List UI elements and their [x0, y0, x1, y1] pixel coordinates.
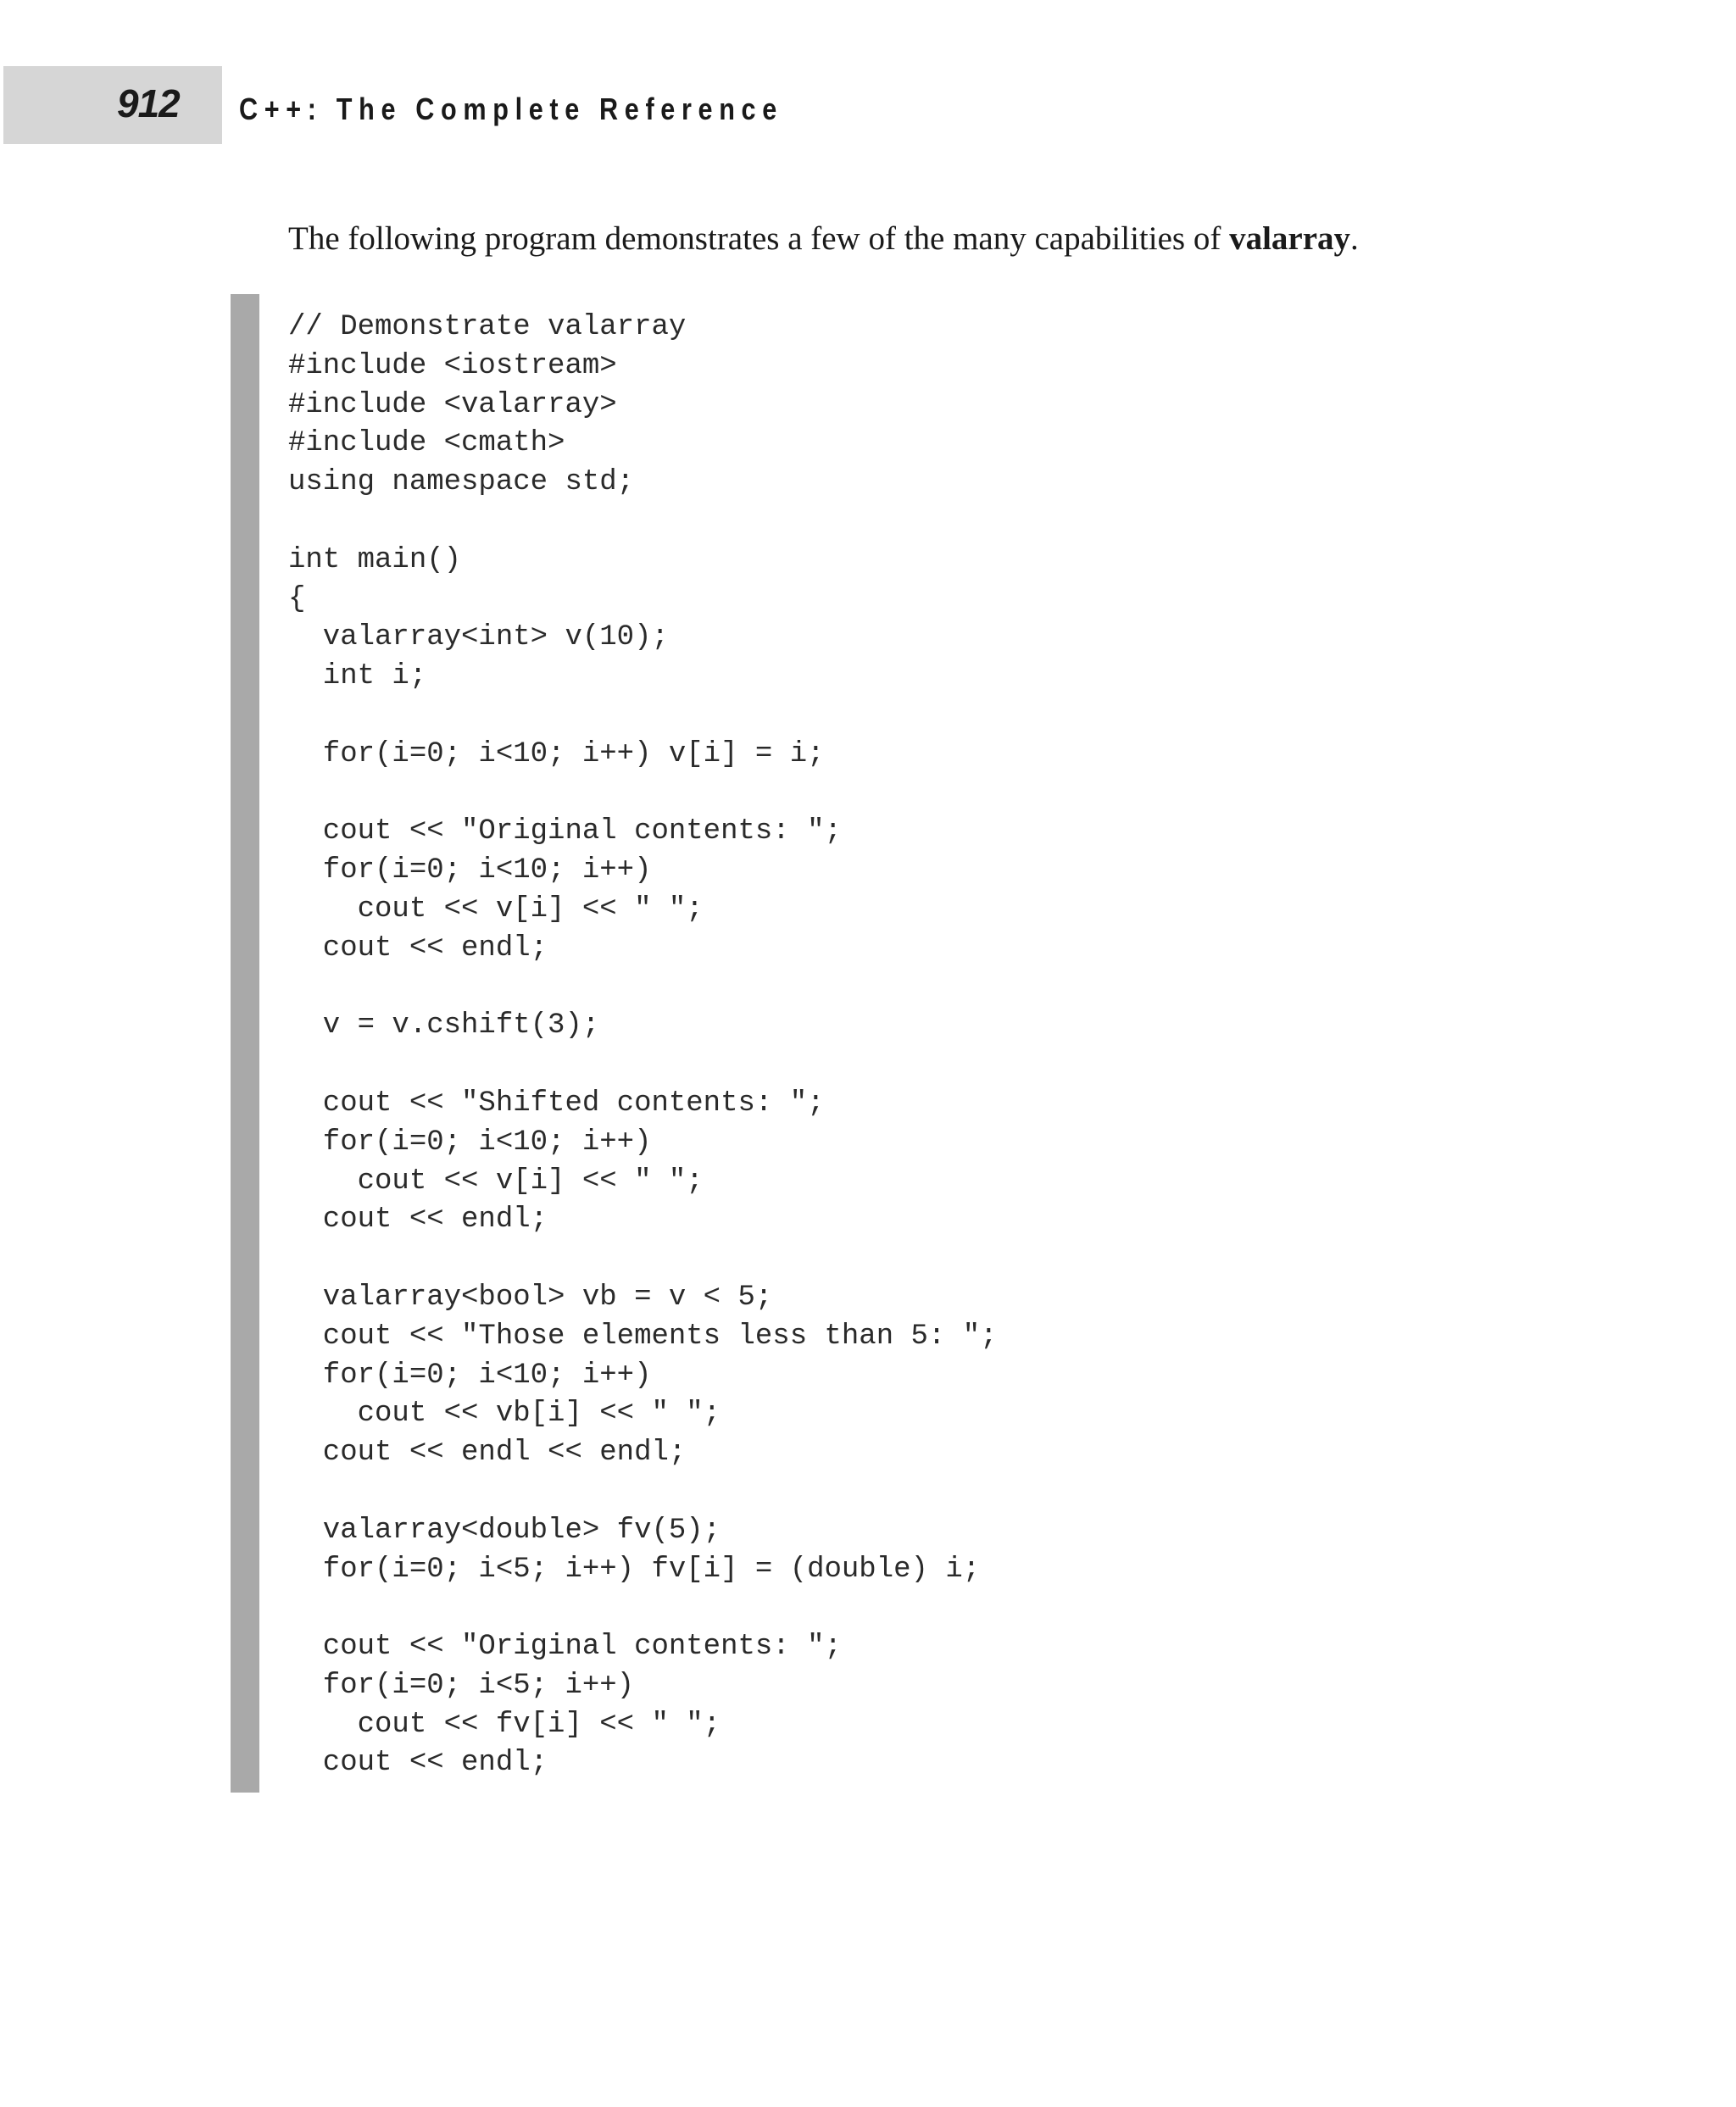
code-line: #include <iostream>: [288, 349, 617, 382]
code-line: cout << "Shifted contents: ";: [288, 1087, 825, 1120]
code-line: cout << endl;: [288, 1204, 548, 1237]
code-line: for(i=0; i<10; i++): [288, 1359, 652, 1392]
code-line: cout << endl;: [288, 1747, 548, 1780]
code-line: valarray<bool> vb = v < 5;: [288, 1281, 773, 1314]
code-line: int main(): [288, 543, 462, 576]
code-line: [288, 697, 998, 736]
intro-paragraph: [288, 215, 1359, 263]
code-line: [288, 503, 998, 542]
code-line: // Demonstrate valarray: [288, 311, 687, 343]
code-line: v = v.cshift(3);: [288, 1009, 600, 1042]
code-line: cout << endl;: [288, 931, 548, 965]
code-line: cout << "Those elements less than 5: ";: [288, 1320, 998, 1353]
code-line: cout << "Original contents: ";: [288, 1631, 842, 1664]
code-line: for(i=0; i<10; i++): [288, 854, 652, 887]
code-line: cout << v[i] << " ";: [288, 892, 704, 926]
code-listing: [288, 309, 998, 1783]
code-line: for(i=0; i<10; i++) v[i] = i;: [288, 737, 825, 770]
code-line: for(i=0; i<10; i++): [288, 1126, 652, 1159]
code-line: for(i=0; i<5; i++) fv[i] = (double) i;: [288, 1553, 981, 1586]
code-line: #include <valarray>: [288, 388, 617, 421]
code-line: [288, 1240, 998, 1279]
code-line: int i;: [288, 660, 427, 693]
code-line: valarray<double> fv(5);: [288, 1514, 721, 1547]
code-line: [288, 1473, 998, 1512]
code-line: {: [288, 582, 306, 615]
code-line: cout << vb[i] << " ";: [288, 1398, 721, 1431]
code-line: #include <cmath>: [288, 427, 565, 460]
code-line: cout << "Original contents: ";: [288, 815, 842, 848]
intro-period: .: [1350, 220, 1359, 257]
code-line: cout << endl << endl;: [288, 1437, 687, 1470]
code-line: valarray<int> v(10);: [288, 621, 669, 654]
code-line: [288, 775, 998, 814]
page-number-tab: [3, 66, 222, 144]
code-line: for(i=0; i<5; i++): [288, 1669, 635, 1702]
code-line: [288, 1589, 998, 1628]
code-line: using namespace std;: [288, 466, 635, 499]
intro-keyword: valarray: [1229, 220, 1351, 257]
code-line: cout << v[i] << " ";: [288, 1165, 704, 1198]
code-listing-bar: [231, 294, 259, 1793]
running-header-title: C++: The Complete Reference: [239, 92, 783, 126]
code-line: [288, 1046, 998, 1085]
page-number: 912: [117, 81, 180, 125]
intro-text: The following program demonstrates a few of the many capabilities of: [288, 220, 1230, 257]
code-line: [288, 969, 998, 1008]
code-line: cout << fv[i] << " ";: [288, 1708, 721, 1741]
